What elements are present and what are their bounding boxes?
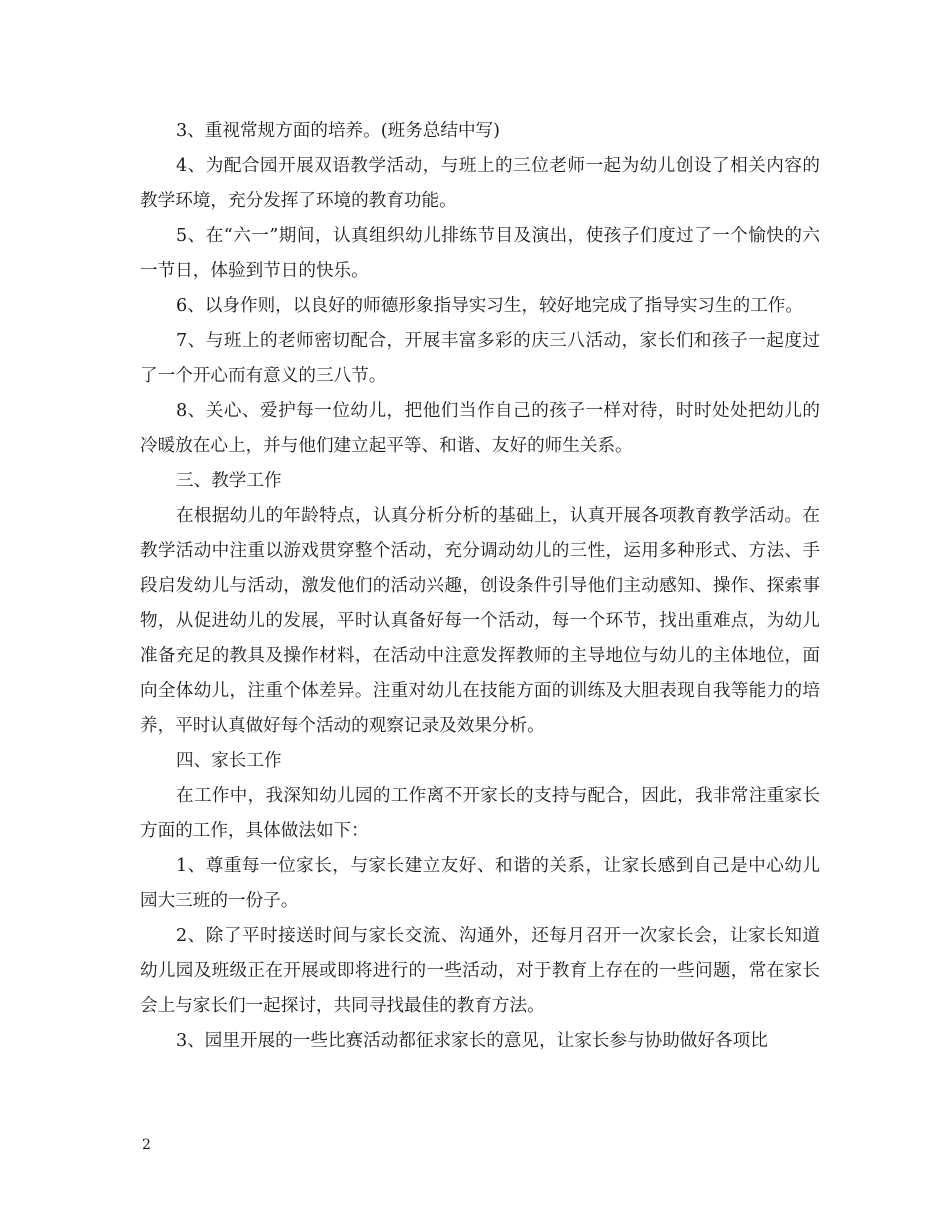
paragraph: 6、以身作则，以良好的师德形象指导实习生，较好地完成了指导实习生的工作。	[176, 296, 803, 316]
paragraph: 7、与班上的老师密切配合，开展丰富多彩的庆三八活动，家长们和孩子一起度过了一个开心而有意义的三八节。	[140, 331, 820, 386]
section-heading: 三、教学工作	[176, 471, 282, 491]
section-heading: 四、家长工作	[176, 751, 282, 771]
paragraph: 4、为配合园开展双语教学活动，与班上的三位老师一起为幼儿创设了相关内容的教学环境，充分发挥了环境的教育功能。	[140, 156, 820, 211]
document-body	[140, 114, 820, 1059]
paragraph: 8、关心、爱护每一位幼儿，把他们当作自己的孩子一样对待，时时处处把幼儿的冷暖放在心上，并与他们建立起平等、和谐、友好的师生关系。	[140, 401, 820, 456]
paragraph: 5、在“六一”期间，认真组织幼儿排练节目及演出，使孩子们度过了一个愉快的六一节日，体验到节日的快乐。	[140, 226, 820, 281]
paragraph: 2、除了平时接送时间与家长交流、沟通外，还每月召开一次家长会，让家长知道幼儿园及班级正在开展或即将进行的一些活动，对于教育上存在的一些问题，常在家长会上与家长们一起探讨，共同寻找最佳的教育方法。	[140, 926, 820, 1016]
paragraph: 1、尊重每一位家长，与家长建立友好、和谐的关系，让家长感到自己是中心幼儿园大三班的一份子。	[140, 856, 820, 911]
paragraph: 在根据幼儿的年龄特点，认真分析分析的基础上，认真开展各项教育教学活动。在教学活动中注重以游戏贯穿整个活动，充分调动幼儿的三性，运用多种形式、方法、手段启发幼儿与活动，激发他们的活动兴趣，创设条件引导他们主动感知、操作、探索事物，从促进幼儿的发展，平时认真备好每一个活动，每一个环节，找出重难点，为幼儿准备充足的教具及操作材料，在活动中注意发挥教师的主导地位与幼儿的主体地位，面向全体幼儿，注重个体差异。注重对幼儿在技能方面的训练及大胆表现自我等能力的培养，平时认真做好每个活动的观察记录及效果分析。	[140, 506, 820, 736]
paragraph: 在工作中，我深知幼儿园的工作离不开家长的支持与配合，因此，我非常注重家长方面的工作，具体做法如下：	[140, 786, 820, 841]
page-number: 2	[142, 1137, 151, 1153]
paragraph: 3、重视常规方面的培养。(班务总结中写)	[176, 121, 501, 141]
paragraph: 3、园里开展的一些比赛活动都征求家长的意见，让家长参与协助做好各项比	[176, 1031, 768, 1051]
